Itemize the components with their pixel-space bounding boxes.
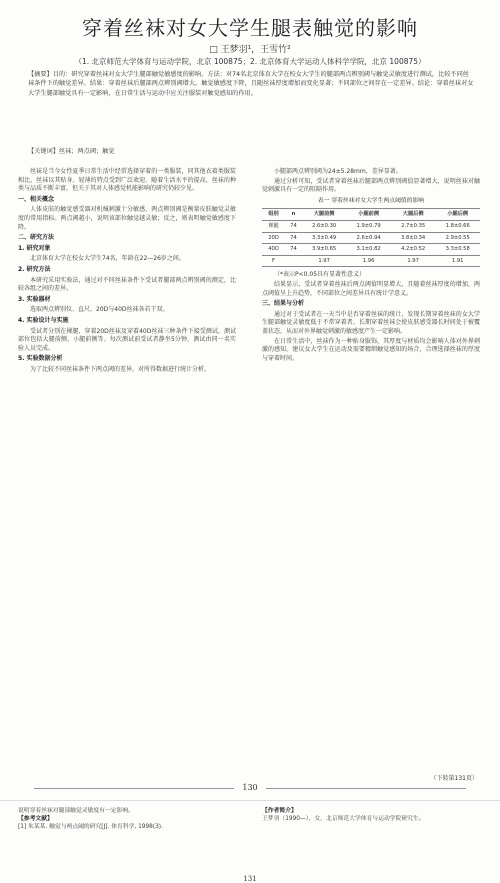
paper-title: 穿着丝袜对女大学生腿表触觉的影响 bbox=[82, 16, 418, 40]
table-header-cell: 小腿前侧 bbox=[346, 209, 391, 221]
table-row bbox=[262, 220, 480, 232]
table-cell: 1.96 bbox=[346, 255, 391, 267]
right-column bbox=[262, 168, 480, 364]
subsection-heading: 4. 实验设计与实施 bbox=[18, 316, 69, 324]
table-cell: 74 bbox=[285, 232, 302, 244]
page-number: 131 bbox=[243, 875, 257, 883]
results-table bbox=[262, 208, 480, 267]
subsection-heading: 3. 实验器材 bbox=[18, 295, 51, 303]
table-cell: 3.9±0.65 bbox=[302, 244, 347, 256]
section-heading: 一、相关概念 bbox=[18, 195, 55, 203]
page-131 bbox=[0, 800, 500, 883]
table-header-cell: 大腿后侧 bbox=[391, 209, 436, 221]
subsection-heading: 1. 研究对象 bbox=[18, 244, 51, 252]
table-row bbox=[262, 232, 480, 244]
page-number: 130 bbox=[0, 783, 500, 792]
table-row bbox=[262, 244, 480, 256]
table-cell: 40D bbox=[262, 244, 285, 256]
table-cell: 1.91 bbox=[435, 255, 480, 267]
table-cell: 20D bbox=[262, 232, 285, 244]
table-header-cell: 组别 bbox=[262, 209, 285, 221]
reference-item: [1] 朱某某. 触觉与两点阈的研究[J]. 体育科学, 1998(3). bbox=[18, 824, 163, 831]
table-note: （*表示P<0.05具有显著性意义） bbox=[274, 271, 366, 279]
table-cell: 1.97 bbox=[302, 255, 347, 267]
paragraph: 本研究采用实验法，通过对不同丝袜条件下受试者腿部两点辨别阈的测定，比较各组之间的差异。 bbox=[18, 276, 236, 293]
table-cell: 1.97 bbox=[391, 255, 436, 267]
continued-note: （下转第131页） bbox=[430, 775, 478, 782]
paper-authors: □ 王梦羽¹，王雪竹² bbox=[209, 45, 291, 55]
references-heading: 【参考文献】 bbox=[18, 816, 53, 823]
table-cell: 1.8±0.66 bbox=[435, 220, 480, 232]
table-cell: 3.1±0.82 bbox=[346, 244, 391, 256]
paragraph: 选取两点辨别仪、直尺、20D与40D丝袜各若干双。 bbox=[30, 306, 169, 314]
keywords: 【关键词】丝袜；两点阈；触觉 bbox=[28, 148, 115, 155]
author-bio: 王梦羽（1990—），女，北京师范大学体育与运动学院研究生。 bbox=[262, 816, 425, 823]
section-heading: 二、研究方法 bbox=[18, 234, 55, 242]
paragraph: 小腿部两点辨别阈为24±5.28mm，差异显著。 bbox=[274, 168, 402, 175]
subsection-heading: 5. 实验数据分析 bbox=[18, 355, 63, 363]
table-cell bbox=[285, 255, 302, 267]
table-cell: 74 bbox=[285, 220, 302, 232]
author-bio-heading: 【作者简介】 bbox=[262, 808, 297, 814]
table-cell: 裸腿 bbox=[262, 220, 285, 232]
table-cell: 2.6±0.94 bbox=[346, 232, 391, 244]
table-cell: 3.8±0.34 bbox=[391, 232, 436, 244]
table-header-cell: 大腿前侧 bbox=[302, 209, 347, 221]
left-column bbox=[18, 168, 236, 375]
table-header-cell: n bbox=[285, 209, 302, 221]
table-caption: 表一 穿着丝袜对女大学生两点阈值的影响 bbox=[317, 197, 425, 204]
table-header-row bbox=[262, 209, 480, 221]
table-cell: 1.9±0.79 bbox=[346, 220, 391, 232]
table-cell: F bbox=[262, 255, 285, 267]
paragraph: 受试者分别在裸腿、穿着20D丝袜及穿着40D丝袜三种条件下接受测试，测试部位包括大腿前侧、小腿前侧等。每次测试前受试者静坐5分钟，测试由同一名实验人员完成。 bbox=[18, 327, 236, 352]
paragraph: 通过分析可知，受试者穿着丝袜后腿部两点辨别阈值显著增大，说明丝袜对触觉刺激具有一定的阻隔作用。 bbox=[262, 177, 480, 194]
abstract: 【摘要】目的：研究穿着丝袜对女大学生腿部触觉敏感度的影响。方法：对74名北京体育大学在校女大学生的腿部两点辨别阈与触觉灵敏度进行测试，比较不同丝袜条件下的触觉差异。结果：穿着丝袜后腿部两点辨别阈增大，触觉敏感度下降，且随丝袜厚度增加而变化显著；不同部位之间存在一定差异。结论：穿着丝袜对女大学生腿部触觉具有一定影响，在日常生活与运动中应关注服装对触觉感知的作用。 bbox=[28, 71, 474, 97]
subsection-heading: 2. 研究方法 bbox=[18, 265, 51, 273]
paragraph: 在日常生活中，丝袜作为一种贴身服饰，其厚度与材质均会影响人体对外界刺激的感知。建议女大学生在运动及需要精细触觉感知的场合，合理选择丝袜的厚度与穿着时间。 bbox=[262, 337, 480, 362]
paper-affiliation: （1. 北京师范大学体育与运动学院，北京 100875；2. 北京体育大学运动人体科学学院，北京 100875） bbox=[74, 57, 426, 66]
table-cell: 74 bbox=[285, 244, 302, 256]
paragraph: 人体皮肤的触觉感受器对机械刺激十分敏感，两点辨别阈是衡量皮肤触觉灵敏度的常用指标。两点阈越小，说明该部位触觉越灵敏；反之，则表明触觉敏感度下降。 bbox=[18, 206, 236, 231]
table-body bbox=[262, 220, 480, 266]
table-row bbox=[262, 255, 480, 267]
table-cell: 3.3±0.58 bbox=[435, 244, 480, 256]
page2-left-column bbox=[18, 807, 236, 832]
table-cell: 4.2±0.52 bbox=[391, 244, 436, 256]
paragraph: 北京体育大学在校女大学生74名，年龄在22—26岁之间。 bbox=[30, 255, 185, 263]
paragraph: 丝袜是当今女性夏季日常生活中经常选择穿着的一类服装，同其他衣着类服装相比，丝袜以其贴身、轻薄的特点受到广泛欢迎。随着生活水平的提高，丝袜的种类与品质不断丰富，但关于其对人体感觉机能影响的研究仍较少见。 bbox=[18, 168, 236, 193]
paragraph: 为了比较不同丝袜条件下两点阈的差异，对所得数据进行统计分析。 bbox=[30, 365, 211, 373]
page2-right-column bbox=[262, 807, 480, 823]
paragraph: 通过对于受试者在一天当中是否穿着丝袜的统计，发现长期穿着丝袜的女大学生腿部触觉灵敏度低于不常穿着者。长期穿着丝袜会使皮肤感受器长时间处于被覆盖状态，从而对外界触觉刺激的敏感度产生一定影响。 bbox=[262, 310, 480, 335]
paragraph: 结果显示，受试者穿着丝袜后两点阈值明显增大，且随着丝袜厚度的增加，两点阈值呈上升趋势，不同部位之间差异具有统计学意义。 bbox=[262, 280, 480, 297]
section-heading: 三、结果与分析 bbox=[262, 300, 305, 308]
table-cell: 2.7±0.35 bbox=[391, 220, 436, 232]
paragraph: 说明穿着丝袜对腿部触觉灵敏度有一定影响。 bbox=[18, 808, 134, 814]
table-cell: 2.9±0.55 bbox=[435, 232, 480, 244]
table-cell: 3.3±0.49 bbox=[302, 232, 347, 244]
table-header-cell: 小腿后侧 bbox=[435, 209, 480, 221]
table-cell: 2.6±0.30 bbox=[302, 220, 347, 232]
